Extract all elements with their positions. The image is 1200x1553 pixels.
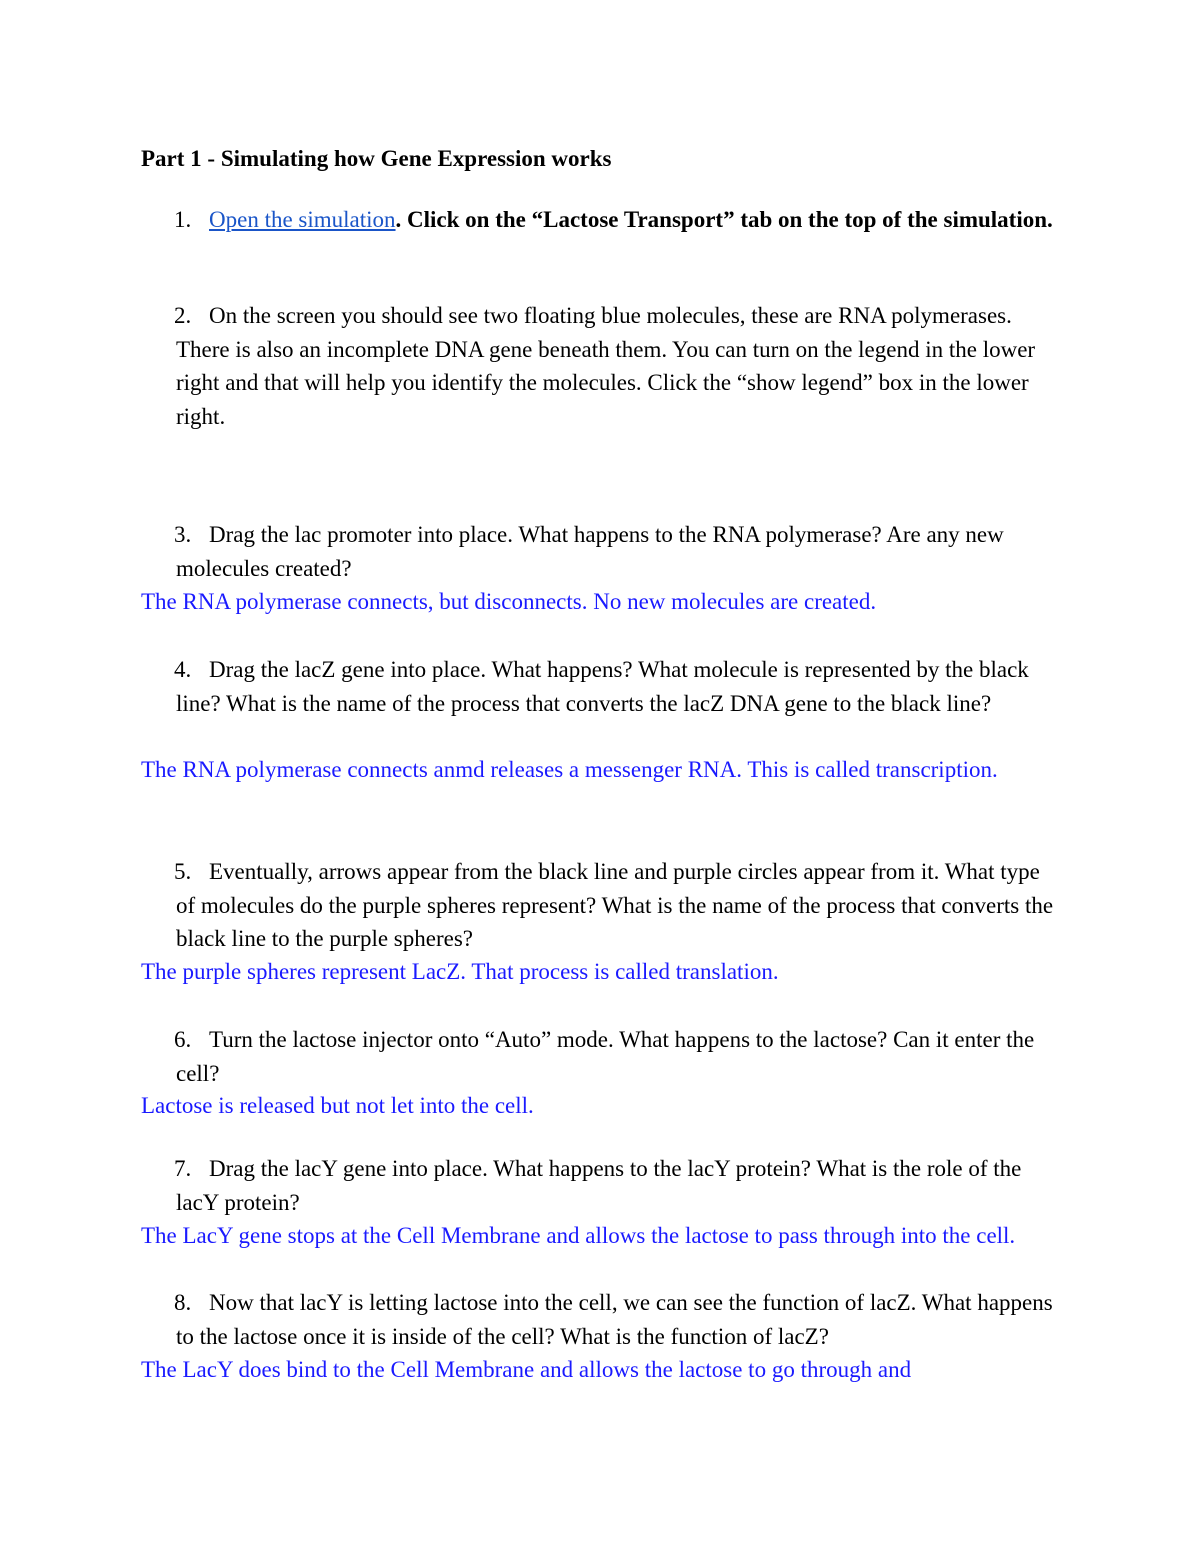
question-5 <box>141 855 1061 956</box>
open-simulation-link[interactable]: Open the simulation <box>209 207 396 232</box>
question-7 <box>141 1152 1061 1219</box>
question-number: 4. <box>174 657 192 682</box>
answer-7: The LacY gene stops at the Cell Membrane and allows the lactose to pass through into the cell. <box>141 1223 1016 1248</box>
question-number: 8. <box>174 1290 192 1315</box>
question-number: 5. <box>174 859 192 884</box>
question-2 <box>141 299 1061 433</box>
question-8 <box>141 1286 1061 1353</box>
question-number: 6. <box>174 1027 192 1052</box>
question-text: Now that lacY is letting lactose into the cell, we can see the function of lacZ. What happens to the lactose once it is inside of the cell? What is the function of lacZ? <box>176 1290 1053 1349</box>
question-number: 2. <box>174 303 192 328</box>
question-text: Drag the lac promoter into place. What happens to the RNA polymerase? Are any new molecules created? <box>176 522 1004 581</box>
question-number: 3. <box>174 522 192 547</box>
answer-3: The RNA polymerase connects, but disconnects. No new molecules are created. <box>141 589 877 614</box>
page-title: Part 1 - Simulating how Gene Expression works <box>141 146 612 171</box>
question-3 <box>141 518 1061 585</box>
answer-4: The RNA polymerase connects anmd releases a messenger RNA. This is called transcription. <box>141 757 998 782</box>
answer-6: Lactose is released but not let into the cell. <box>141 1093 534 1118</box>
question-number: 7. <box>174 1156 192 1181</box>
question-text: Turn the lactose injector onto “Auto” mode. What happens to the lactose? Can it enter the cell? <box>176 1027 1035 1086</box>
answer-8: The LacY does bind to the Cell Membrane and allows the lactose to go through and <box>141 1357 912 1382</box>
answer-5: The purple spheres represent LacZ. That process is called translation. <box>141 959 779 984</box>
question-6 <box>141 1023 1061 1090</box>
question-text: Drag the lacZ gene into place. What happens? What molecule is represented by the black line? What is the name of the process that converts the lacZ DNA gene to the black line? <box>176 657 1029 716</box>
question-number: 1. <box>174 207 192 232</box>
question-1 <box>141 203 1061 237</box>
question-text: Eventually, arrows appear from the black line and purple circles appear from it. What type of molecules do the purple spheres represent? What is the name of the process that converts the black line to the purple spheres? <box>176 859 1054 951</box>
question-text: Drag the lacY gene into place. What happens to the lacY protein? What is the role of the lacY protein? <box>176 1156 1022 1215</box>
question-text <box>176 203 1061 237</box>
question-text: On the screen you should see two floating blue molecules, these are RNA polymerases. There is also an incomplete DNA gene beneath them. You can turn on the legend in the lower right and that will help you identify the molecules. Click the “show legend” box in the lower right. <box>176 303 1036 429</box>
question-4 <box>141 653 1061 720</box>
question-1-instruction: . Click on the “Lactose Transport” tab on the top of the simulation. <box>395 207 1053 232</box>
